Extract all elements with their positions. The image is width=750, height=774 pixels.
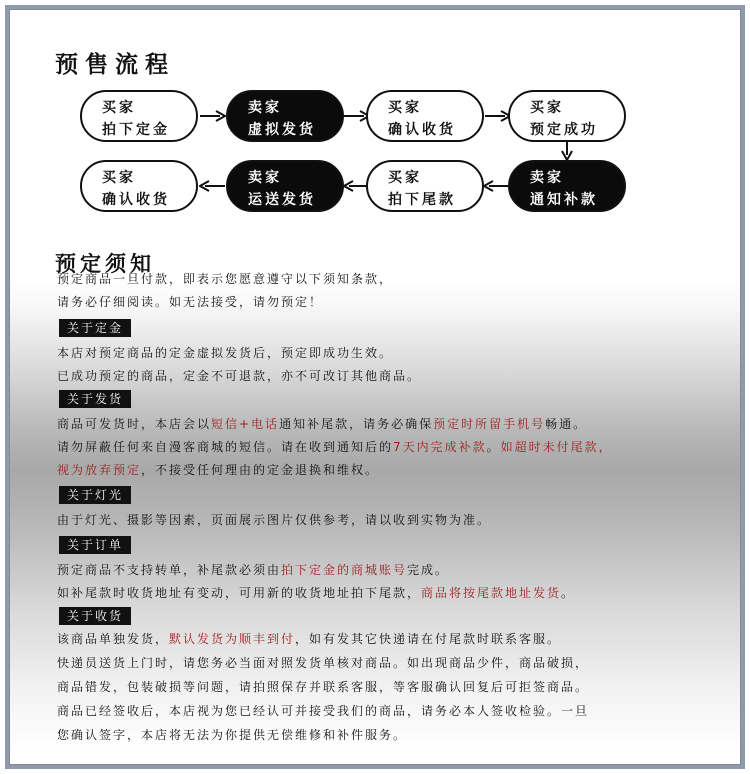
receipt-line-5: 您确认签字，本店将无法为你提供无偿维修和补件服务。: [57, 728, 408, 742]
step-role: 卖家: [248, 170, 282, 186]
highlight-text: 预定时所留手机号: [433, 417, 546, 431]
text-segment: 。: [486, 440, 501, 454]
step-seller-virtual-ship: [226, 90, 344, 142]
highlight-text: 视为放弃预定: [57, 463, 142, 477]
step-buyer-pay-balance: [366, 160, 484, 212]
arrow-down-icon: [561, 141, 573, 161]
step-action: 拍下尾款: [388, 192, 456, 208]
arrow-left-icon: [199, 180, 225, 192]
receipt-line-1: [57, 631, 561, 647]
highlight-text: 商品将按尾款地址发货: [421, 586, 562, 600]
highlight-text: 如超时未付尾款，: [500, 440, 613, 454]
text-segment: 商品可发货时，本店会以: [57, 417, 212, 431]
notice-title: 预定须知: [55, 252, 155, 276]
step-action: 通知补款: [530, 192, 598, 208]
text-segment: ，不接受任何理由的定金退换和维权。: [141, 463, 380, 477]
step-action: 预定成功: [530, 122, 598, 138]
text-segment: 畅通。: [545, 417, 588, 431]
step-role: 卖家: [530, 170, 564, 186]
receipt-line-2: 快递员送货上门时，请您务必当面对照发货单核对商品。如出现商品少件，商品破损，: [57, 656, 590, 670]
step-seller-notify-balance: [508, 160, 626, 212]
step-action: 确认收货: [102, 192, 170, 208]
step-buyer-pay-deposit: [80, 90, 198, 142]
highlight-text: 默认发货为顺丰到付: [169, 632, 296, 646]
step-action: 虚拟发货: [248, 122, 316, 138]
notice-intro-line-1: 预定商品一旦付款，即表示您愿意遵守以下须知条款，: [57, 272, 394, 286]
shipping-line-2: [57, 439, 613, 455]
process-title: 预售流程: [55, 52, 175, 78]
step-buyer-confirm-receipt-1: [366, 90, 484, 142]
text-segment: 如补尾款时收货地址有变动，可用新的收货地址拍下尾款，: [57, 586, 422, 600]
section-tag-receipt: 关于收货: [59, 607, 131, 625]
arrow-left-icon: [483, 180, 509, 192]
deposit-line-2: 已成功预定的商品，定金不可退款，亦不可改订其他商品。: [57, 369, 422, 383]
section-tag-order: 关于订单: [59, 536, 131, 554]
highlight-text: 拍下定金的商城账号: [281, 563, 408, 577]
arrow-right-icon: [200, 110, 226, 122]
text-segment: ，如有发其它快递请在付尾款时联系客服。: [295, 632, 562, 646]
step-action: 拍下定金: [102, 122, 170, 138]
step-role: 买家: [388, 170, 422, 186]
step-buyer-preorder-success: [508, 90, 626, 142]
receipt-line-3: 商品错发，包装破损等问题，请拍照保存并联系客服，等客服确认回复后可拒签商品。: [57, 680, 590, 694]
order-line-2: [57, 585, 575, 601]
step-role: 买家: [102, 100, 136, 116]
shipping-line-3: [57, 462, 379, 478]
step-action: 运送发货: [248, 192, 316, 208]
step-role: 买家: [102, 170, 136, 186]
text-segment: 。: [561, 586, 576, 600]
text-segment: 该商品单独发货，: [57, 632, 170, 646]
receipt-line-4: 商品已经签收后，本店视为您已经认可并接受我们的商品，请务必本人签收检验。一旦: [57, 704, 590, 718]
shipping-line-1: [57, 416, 587, 432]
lighting-line: 由于灯光、摄影等因素，页面展示图片仅供参考，请以收到实物为准。: [57, 513, 492, 527]
step-seller-ship: [226, 160, 344, 212]
section-tag-lighting: 关于灯光: [59, 486, 131, 504]
text-segment: 预定商品不支持转单，补尾款必须由: [57, 563, 282, 577]
section-tag-shipping: 关于发货: [59, 390, 131, 408]
step-role: 买家: [388, 100, 422, 116]
text-segment: 通知补尾款，请务必确保: [279, 417, 434, 431]
highlight-text: 短信+电话: [211, 417, 280, 431]
text-segment: 请勿屏蔽任何来自漫客商城的短信。请在收到通知后的: [57, 440, 394, 454]
section-tag-deposit: 关于定金: [59, 319, 131, 337]
highlight-text: 7天内完成补款: [393, 440, 487, 454]
notice-intro-line-2: 请务必仔细阅读。如无法接受，请勿预定！: [57, 295, 324, 309]
deposit-line-1: 本店对预定商品的定金虚拟发货后，预定即成功生效。: [57, 346, 394, 360]
step-role: 卖家: [248, 100, 282, 116]
step-role: 买家: [530, 100, 564, 116]
order-line-1: [57, 562, 449, 578]
text-segment: 完成。: [407, 563, 450, 577]
step-buyer-confirm-receipt-2: [80, 160, 198, 212]
step-action: 确认收货: [388, 122, 456, 138]
content-panel: [9, 9, 741, 765]
